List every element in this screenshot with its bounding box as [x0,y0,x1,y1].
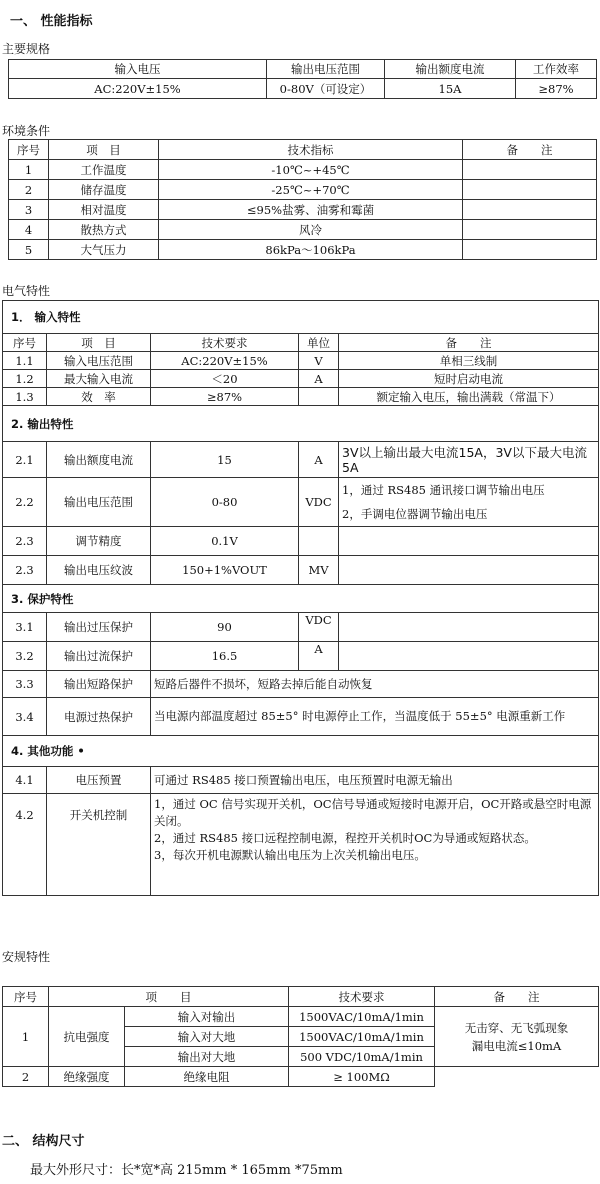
cell: 1.2 [3,370,47,388]
cell [339,478,599,527]
cell: 3.3 [3,671,47,698]
cell: 电压预置 [47,767,151,794]
header-cell: 输出电压范围 [267,60,385,79]
table-row [3,1067,599,1087]
cell: V [299,352,339,370]
cell [151,794,599,896]
table-row [9,160,597,180]
cell: 3 [9,200,49,220]
cell [435,1067,599,1087]
cell: 2.1 [3,442,47,478]
value-cell: ≥87% [516,79,597,99]
header-cell: 备 注 [435,987,599,1007]
cell: 输出额度电流 [47,442,151,478]
table-row [9,200,597,220]
header-cell: 技术要求 [289,987,435,1007]
cell: 3.4 [3,698,47,736]
table-row [3,478,599,527]
section-title-structure: 二、 结构尺寸 [2,1134,85,1149]
cell: 短时启动电流 [339,370,599,388]
cell-line: 1，通过 OC 信号实现开关机，OC信号导通或短接时电源开启，OC开路或悬空时电源关闭。 [154,797,592,828]
cell: -10℃~+45℃ [159,160,463,180]
header-cell: 备 注 [463,140,597,160]
cell [339,613,599,642]
table-row [3,527,599,556]
cell: 1.3 [3,388,47,406]
table-row [3,613,599,642]
cell [463,220,597,240]
cell [299,388,339,406]
cell: 风冷 [159,220,463,240]
cell: 500 VDC/10mA/1min [289,1047,435,1067]
main-spec-table [8,59,597,99]
cell: 输出电压纹波 [47,556,151,585]
cell [339,527,599,556]
cell: 相对温度 [49,200,159,220]
cell: 大气压力 [49,240,159,260]
cell: 0.1V [151,527,299,556]
table-row [3,794,599,896]
cell-line: 1，通过 RS485 通讯接口调节输出电压 [342,483,545,497]
cell: 0-80 [151,478,299,527]
cell: 3V以上输出最大电流15A，3V以下最大电流5A [339,442,599,478]
table-row [3,642,599,671]
cell: MV [299,556,339,585]
cell: 3.1 [3,613,47,642]
table-row [3,698,599,736]
cell: 效 率 [47,388,151,406]
cell [463,160,597,180]
section-title-performance: 一、 性能指标 [10,14,93,29]
main-spec-caption: 主要规格 [2,42,51,56]
table-row [3,352,599,370]
cell: 4.1 [3,767,47,794]
dimensions-text: 最大外形尺寸：长*宽*高 215mm * 165mm *75mm [30,1163,343,1178]
cell: 散热方式 [49,220,159,240]
value-cell: 0-80V（可设定） [267,79,385,99]
header-cell: 输出额度电流 [385,60,516,79]
cell: 1 [3,1007,49,1067]
cell: 绝缘电阻 [125,1067,289,1087]
cell: 2 [9,180,49,200]
cell: 1500VAC/10mA/1min [289,1007,435,1027]
cell: 电源过热保护 [47,698,151,736]
env-table [8,139,597,260]
cell: 绝缘强度 [49,1067,125,1087]
table-row [9,180,597,200]
cell: ＜20 [151,370,299,388]
cell: 当电源内部温度超过 85±5° 时电源停止工作，当温度低于 55±5° 电源重新工作 [151,698,599,736]
table-row [3,388,599,406]
section-heading-output: 2. 输出特性 [3,406,599,442]
cell: 2.3 [3,527,47,556]
cell: 单相三线制 [339,352,599,370]
value-cell: AC:220V±15% [9,79,267,99]
cell: A [299,370,339,388]
env-caption: 环境条件 [2,124,51,138]
cell: 开关机控制 [47,794,151,896]
cell: 15 [151,442,299,478]
header-cell: 序号 [9,140,49,160]
cell: 86kPa～106kPa [159,240,463,260]
header-cell: 备 注 [339,334,599,352]
cell: VDC [299,613,339,642]
cell-line: 2，手调电位器调节输出电压 [342,507,488,521]
header-cell: 项 目 [49,140,159,160]
cell: -25℃~+70℃ [159,180,463,200]
cell: 5 [9,240,49,260]
value-cell: 15A [385,79,516,99]
cell: A [299,442,339,478]
cell: 1500VAC/10mA/1min [289,1027,435,1047]
cell: 输出短路保护 [47,671,151,698]
cell [299,527,339,556]
header-cell: 项 目 [49,987,289,1007]
elec-table [2,300,599,896]
cell: ≥87% [151,388,299,406]
cell: 输入对大地 [125,1027,289,1047]
cell-line: 无击穿、无飞弧现象 [464,1020,569,1035]
elec-caption: 电气特性 [2,284,51,298]
cell: 3.2 [3,642,47,671]
cell [339,556,599,585]
cell: 调节精度 [47,527,151,556]
cell: 2.3 [3,556,47,585]
cell [435,1007,599,1067]
safety-caption: 安规特性 [2,950,51,964]
cell-line: 2，通过 RS485 接口远程控制电源，程控开关机时OC为导通或短路状态。 [154,831,536,845]
header-cell: 工作效率 [516,60,597,79]
cell-line: 3，每次开机电源默认输出电压为上次关机输出电压。 [154,848,426,862]
section-heading-protect: 3. 保护特性 [3,585,599,613]
table-row [3,442,599,478]
cell: 输出对大地 [125,1047,289,1067]
cell [463,180,597,200]
cell: 输出过压保护 [47,613,151,642]
table-row [3,767,599,794]
header-cell: 技术要求 [151,334,299,352]
table-row [3,671,599,698]
header-cell: 项 目 [47,334,151,352]
cell: 最大输入电流 [47,370,151,388]
cell: 输入对输出 [125,1007,289,1027]
safety-table [2,986,599,1087]
cell [463,240,597,260]
cell: 1.1 [3,352,47,370]
cell: AC:220V±15% [151,352,299,370]
cell: 抗电强度 [49,1007,125,1067]
cell: A [299,642,339,671]
table-row [3,370,599,388]
section-heading-input: 1． 输入特性 [3,301,599,334]
cell: 输出过流保护 [47,642,151,671]
cell: 1 [9,160,49,180]
cell [463,200,597,220]
cell: 额定输入电压，输出满载（常温下） [339,388,599,406]
table-row [3,1007,599,1027]
cell: VDC [299,478,339,527]
cell: 可通过 RS485 接口预置输出电压，电压预置时电源无输出 [151,767,599,794]
table-row [9,220,597,240]
cell: 4 [9,220,49,240]
header-cell: 序号 [3,987,49,1007]
header-cell: 序号 [3,334,47,352]
cell: ≤95%盐雾、油雾和霉菌 [159,200,463,220]
cell: ≥ 100MΩ [289,1067,435,1087]
cell: 4.2 [3,794,47,896]
cell: 储存温度 [49,180,159,200]
table-row [3,556,599,585]
header-cell: 单位 [299,334,339,352]
cell: 90 [151,613,299,642]
cell: 16.5 [151,642,299,671]
cell: 150+1%VOUT [151,556,299,585]
cell: 输入电压范围 [47,352,151,370]
table-row [9,240,597,260]
cell: 工作温度 [49,160,159,180]
cell-line: 漏电电流≤10mA [471,1038,562,1053]
header-cell: 技术指标 [159,140,463,160]
cell: 短路后器件不损坏，短路去掉后能自动恢复 [151,671,599,698]
cell: 输出电压范围 [47,478,151,527]
header-cell: 输入电压 [9,60,267,79]
cell [339,642,599,671]
section-heading-other: 4. 其他功能 • [3,736,599,767]
cell: 2.2 [3,478,47,527]
cell: 2 [3,1067,49,1087]
